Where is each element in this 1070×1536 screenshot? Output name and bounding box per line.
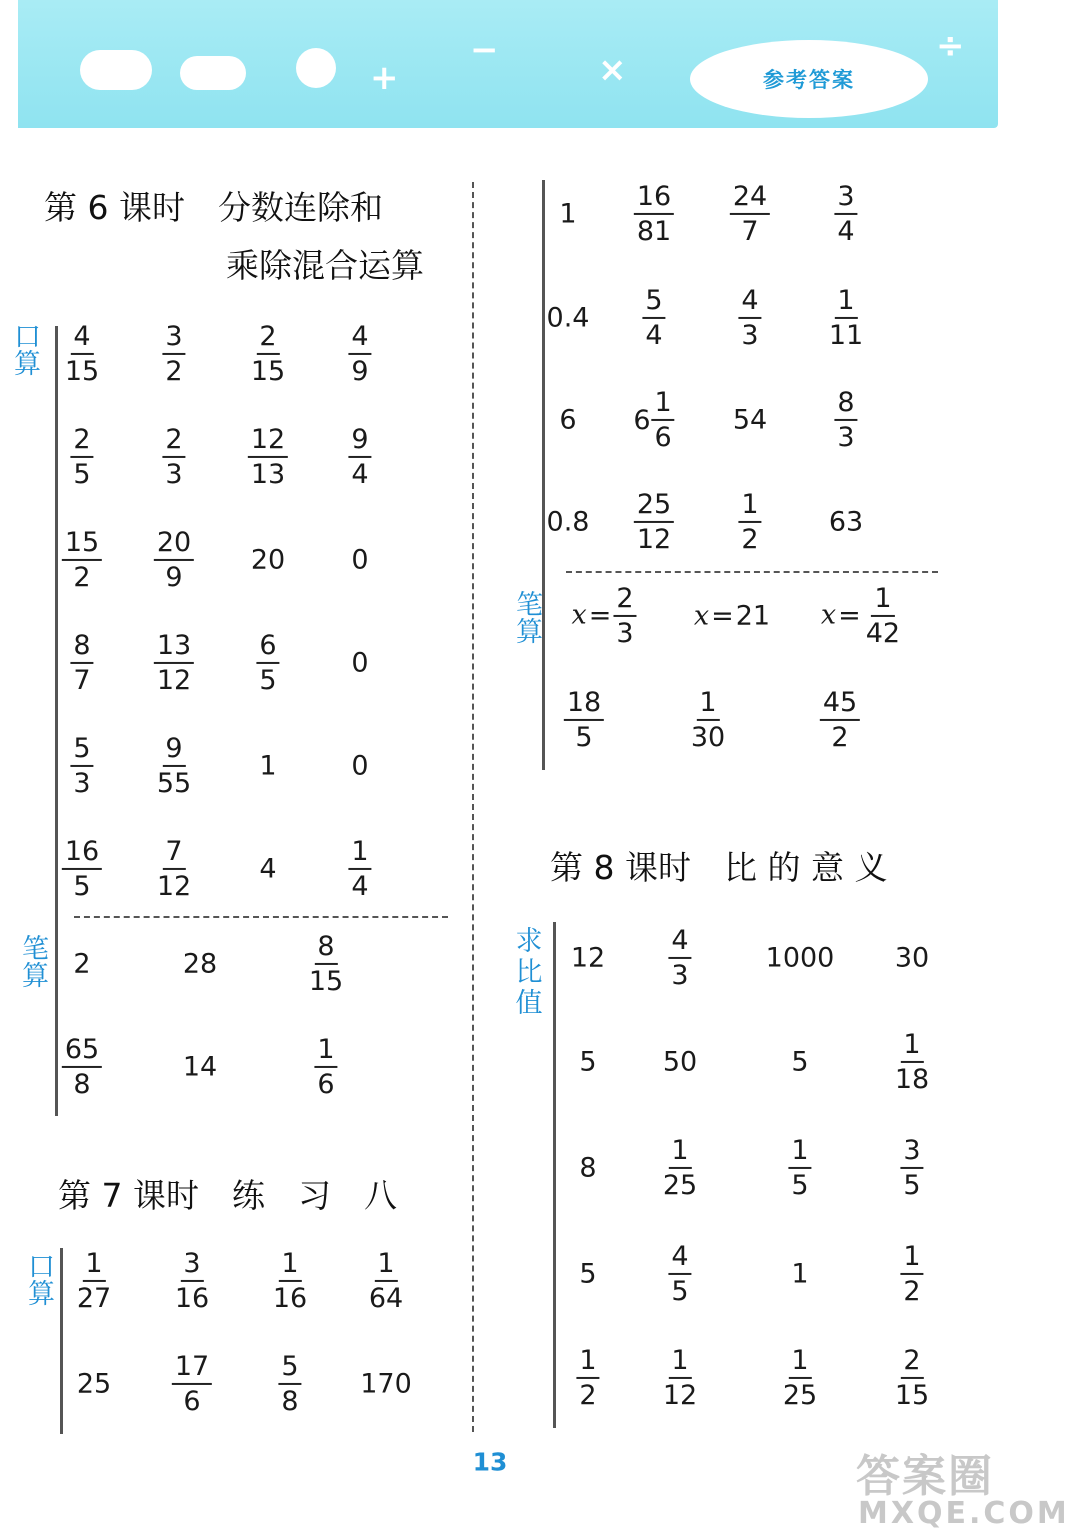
answer-value: 0 bbox=[351, 750, 369, 782]
answer-fraction: $\frac{16}{5}$ bbox=[62, 836, 102, 902]
answer-fraction: $\frac{5}{3}$ bbox=[70, 733, 93, 799]
watermark-logo: 答案圈 MXQE.COM bbox=[856, 1451, 1070, 1531]
answer-fraction: $\frac{3}{16}$ bbox=[174, 1247, 210, 1314]
answer-fraction: $\frac{1}{18}$ bbox=[894, 1028, 930, 1095]
answer-fraction: $\frac{9}{4}$ bbox=[348, 424, 371, 490]
lesson7-written-label: 笔算 bbox=[511, 590, 542, 644]
answer-value: 1 bbox=[259, 750, 277, 782]
divide-icon: ÷ bbox=[936, 26, 965, 66]
answer-value: 4 bbox=[259, 853, 277, 885]
lesson6-title-line2: 乘除混合运算 bbox=[226, 246, 424, 285]
answer-fraction: $\frac{2}{15}$ bbox=[250, 320, 286, 387]
page-number: 13 bbox=[472, 1447, 508, 1477]
answer-fraction: $\frac{1}{2}$ bbox=[576, 1345, 599, 1411]
answer-fraction: $\frac{4}{15}$ bbox=[64, 320, 100, 387]
answer-value: 20 bbox=[250, 544, 286, 576]
answer-fraction: $\frac{1}{12}$ bbox=[662, 1344, 698, 1411]
lesson7-divider-right bbox=[542, 180, 545, 770]
answer-fraction: $\frac{9}{55}$ bbox=[156, 732, 192, 799]
answer-fraction: $\frac{4}{3}$ bbox=[738, 285, 761, 351]
answer-value: 14 bbox=[182, 1051, 218, 1083]
answer-fraction: $\frac{8}{3}$ bbox=[834, 387, 857, 453]
answer-fraction: $\frac{3}{2}$ bbox=[162, 321, 185, 387]
answer-value: 28 bbox=[182, 948, 218, 980]
answer-fraction: $\frac{1}{5}$ bbox=[788, 1135, 811, 1201]
lesson7-divider-left bbox=[60, 1248, 63, 1434]
answer-fraction: $\frac{6}{5}$ bbox=[256, 630, 279, 696]
answer-fraction: $\frac{18}{5}$ bbox=[564, 687, 604, 753]
answer-fraction: $\frac{45}{2}$ bbox=[820, 687, 860, 753]
times-icon: × bbox=[598, 50, 627, 90]
cloud-icon bbox=[180, 56, 246, 90]
answer-value: 25 bbox=[76, 1368, 112, 1400]
answer-fraction: $\frac{1}{27}$ bbox=[76, 1247, 112, 1314]
equation-answer: x= $\frac{2}{3}$ bbox=[571, 583, 636, 649]
answer-value: 170 bbox=[360, 1368, 412, 1400]
lesson8-title: 第 8 课时 比 的 意 义 bbox=[550, 848, 888, 887]
answer-value: 5 bbox=[791, 1046, 809, 1078]
answer-value: 0 bbox=[351, 647, 369, 679]
answer-mixed-number: 6 $\frac{1}{6}$ bbox=[633, 387, 674, 453]
answer-value: 6 bbox=[559, 404, 577, 436]
lesson6-oral-label: 口算 bbox=[9, 322, 40, 376]
header-banner bbox=[18, 0, 998, 128]
plus-icon: + bbox=[370, 58, 399, 98]
answer-fraction: $\frac{16}{81}$ bbox=[634, 181, 674, 247]
answer-value: 0.8 bbox=[546, 506, 590, 538]
equation-answer: x=21 bbox=[693, 600, 771, 632]
answer-fraction: $\frac{2}{15}$ bbox=[894, 1344, 930, 1411]
answer-fraction: $\frac{1}{25}$ bbox=[782, 1344, 818, 1411]
answer-value: 5 bbox=[579, 1258, 597, 1290]
answer-fraction: $\frac{7}{12}$ bbox=[156, 835, 192, 902]
answer-fraction: $\frac{3}{5}$ bbox=[900, 1135, 923, 1201]
answer-fraction: $\frac{1}{16}$ bbox=[272, 1247, 308, 1314]
answer-value: 0.4 bbox=[546, 302, 590, 334]
answer-value: 8 bbox=[579, 1152, 597, 1184]
lesson6-dashed-separator bbox=[74, 916, 448, 918]
answer-value: 1 bbox=[559, 198, 577, 230]
cloud-icon bbox=[80, 50, 152, 90]
answer-fraction: $\frac{12}{13}$ bbox=[248, 424, 288, 490]
lesson6-title-line1: 第 6 课时 分数连除和 bbox=[44, 188, 383, 227]
answer-fraction: $\frac{5}{8}$ bbox=[278, 1351, 301, 1417]
column-divider bbox=[472, 182, 474, 1432]
answer-fraction: $\frac{4}{5}$ bbox=[668, 1241, 691, 1307]
answer-fraction: $\frac{2}{5}$ bbox=[70, 424, 93, 490]
answer-badge: 参考答案 bbox=[690, 40, 928, 118]
answer-fraction: $\frac{1}{2}$ bbox=[900, 1241, 923, 1307]
answer-fraction: $\frac{20}{9}$ bbox=[154, 527, 194, 593]
answer-fraction: $\frac{1}{6}$ bbox=[314, 1034, 337, 1100]
answer-value: 1 bbox=[791, 1258, 809, 1290]
answer-fraction: $\frac{3}{4}$ bbox=[834, 181, 857, 247]
answer-value: 5 bbox=[579, 1046, 597, 1078]
answer-value: 63 bbox=[828, 506, 864, 538]
answer-value: 50 bbox=[662, 1046, 698, 1078]
lesson8-ratio-label: 求比值 bbox=[515, 926, 543, 1019]
minus-icon: − bbox=[470, 30, 499, 70]
answer-value: 12 bbox=[570, 942, 606, 974]
lesson7-oral-label: 口算 bbox=[23, 1252, 54, 1306]
lesson7-title: 第 7 课时 练 习 八 bbox=[58, 1176, 397, 1215]
equation-answer: x= $\frac{1}{42}$ bbox=[820, 582, 901, 649]
answer-fraction: $\frac{1}{64}$ bbox=[368, 1247, 404, 1314]
answer-fraction: $\frac{15}{2}$ bbox=[62, 527, 102, 593]
answer-value: 1000 bbox=[765, 942, 835, 974]
answer-fraction: $\frac{8}{7}$ bbox=[70, 630, 93, 696]
answer-fraction: $\frac{8}{15}$ bbox=[308, 930, 344, 997]
answer-fraction: $\frac{1}{30}$ bbox=[690, 686, 726, 753]
answer-value: 30 bbox=[894, 942, 930, 974]
lesson7-dashed-separator bbox=[566, 571, 938, 573]
answer-fraction: $\frac{17}{6}$ bbox=[172, 1351, 212, 1417]
answer-fraction: $\frac{1}{4}$ bbox=[348, 836, 371, 902]
snowflake-icon bbox=[296, 48, 336, 88]
answer-fraction: $\frac{65}{8}$ bbox=[62, 1034, 102, 1100]
answer-fraction: $\frac{1}{25}$ bbox=[662, 1134, 698, 1201]
answer-fraction: $\frac{25}{12}$ bbox=[634, 489, 674, 555]
answer-fraction: $\frac{13}{12}$ bbox=[154, 630, 194, 696]
answer-fraction: $\frac{1}{11}$ bbox=[828, 284, 864, 351]
lesson6-divider bbox=[55, 326, 58, 1116]
answer-value: 2 bbox=[73, 948, 91, 980]
lesson8-divider bbox=[553, 922, 556, 1428]
answer-fraction: $\frac{4}{3}$ bbox=[668, 925, 691, 991]
answer-fraction: $\frac{24}{7}$ bbox=[730, 181, 770, 247]
lesson6-written-label: 笔算 bbox=[17, 934, 48, 988]
answer-fraction: $\frac{2}{3}$ bbox=[162, 424, 185, 490]
answer-value: 0 bbox=[351, 544, 369, 576]
answer-fraction: $\frac{5}{4}$ bbox=[642, 285, 665, 351]
answer-value: 54 bbox=[732, 404, 768, 436]
answer-fraction: $\frac{4}{9}$ bbox=[348, 321, 371, 387]
answer-fraction: $\frac{1}{2}$ bbox=[738, 489, 761, 555]
